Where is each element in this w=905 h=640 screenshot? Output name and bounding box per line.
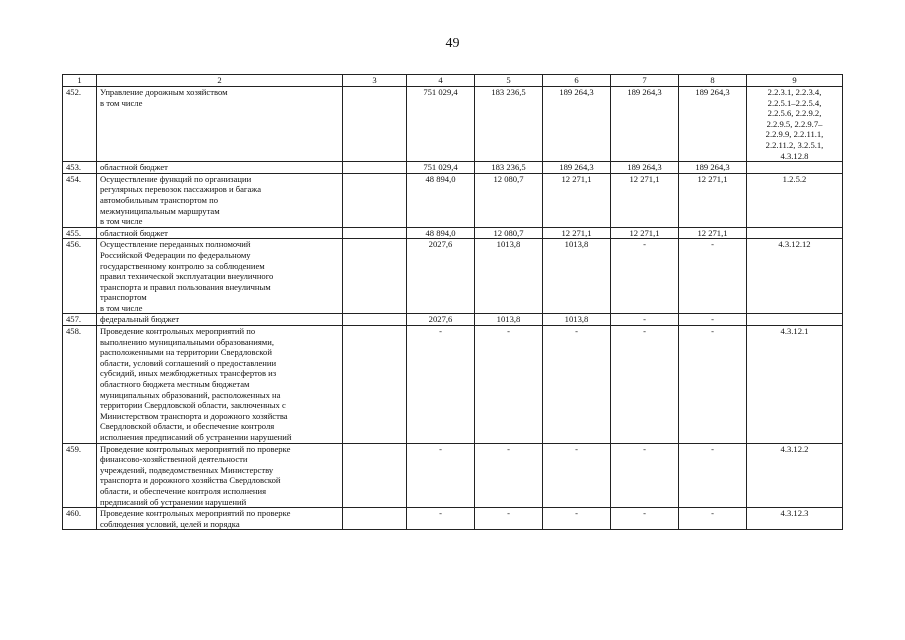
table-row (63, 326, 843, 444)
row-value-col6: 1013,8 (543, 239, 611, 314)
row-number: 453. (63, 162, 97, 174)
row-value-col4: 48 894,0 (407, 173, 475, 227)
row-reference: 4.3.12.2 (747, 443, 843, 508)
row-value-col4: 751 029,4 (407, 87, 475, 162)
column-header: 9 (747, 75, 843, 87)
row-value-col4: 48 894,0 (407, 227, 475, 239)
row-number: 455. (63, 227, 97, 239)
table-row (63, 314, 843, 326)
row-name: Осуществление функций по организации регулярных перевозок пассажиров и багажа автомобильным транспортом по межмуниципальным маршрутам в том числе (97, 173, 343, 227)
row-name: областной бюджет (97, 162, 343, 174)
row-name: Проведение контрольных мероприятий по проверке соблюдения условий, целей и порядка (97, 508, 343, 530)
column-header: 2 (97, 75, 343, 87)
column-header: 6 (543, 75, 611, 87)
row-number: 454. (63, 173, 97, 227)
row-name: Проведение контрольных мероприятий по выполнению муниципальными образованиями, расположенными на территории Свердловской области, условий соглашений о предоставлении субсидий, иных межбюджетных трансфертов из областного бюджета местным бюджетам муниципальных образований, расположенных на территории Свердловской области, заключенных с Министерством транспорта и дорожного хозяйства Свердловской области, и обеспечение контроля исполнения предписаний об устранении нарушений (97, 326, 343, 444)
column-header: 5 (475, 75, 543, 87)
table-row (63, 173, 843, 227)
table-row (63, 508, 843, 530)
row-name: Проведение контрольных мероприятий по проверке финансово-хозяйственной деятельности учреждений, подведомственных Министерству транспорта и дорожного хозяйства Свердловской области, и обеспечение контроля исполнения предписаний об устранении нарушений (97, 443, 343, 508)
row-value-col6: 189 264,3 (543, 87, 611, 162)
row-col3 (343, 162, 407, 174)
row-col3 (343, 443, 407, 508)
row-value-col5: 12 080,7 (475, 173, 543, 227)
table-row (63, 239, 843, 314)
row-value-col7: - (611, 508, 679, 530)
row-number: 457. (63, 314, 97, 326)
row-reference: 4.3.12.12 (747, 239, 843, 314)
row-value-col4: - (407, 508, 475, 530)
row-value-col8: 12 271,1 (679, 173, 747, 227)
row-col3 (343, 227, 407, 239)
row-value-col6: 1013,8 (543, 314, 611, 326)
row-number: 456. (63, 239, 97, 314)
row-value-col5: 1013,8 (475, 314, 543, 326)
row-value-col5: 183 236,5 (475, 162, 543, 174)
column-header: 1 (63, 75, 97, 87)
row-value-col6: 12 271,1 (543, 227, 611, 239)
row-value-col4: 2027,6 (407, 314, 475, 326)
row-value-col4: - (407, 443, 475, 508)
column-header: 3 (343, 75, 407, 87)
row-name: областной бюджет (97, 227, 343, 239)
row-value-col5: - (475, 443, 543, 508)
row-value-col8: 189 264,3 (679, 162, 747, 174)
row-value-col8: - (679, 239, 747, 314)
row-value-col8: - (679, 326, 747, 444)
table-row (63, 162, 843, 174)
row-value-col7: 189 264,3 (611, 87, 679, 162)
row-value-col8: 189 264,3 (679, 87, 747, 162)
table-row (63, 87, 843, 162)
row-value-col4: 751 029,4 (407, 162, 475, 174)
row-name: Осуществление переданных полномочий Российской Федерации по федеральному государственному контролю за соблюдением правил технической эксплуатации внеуличного транспорта и правил пользования внеуличным транспортом в том числе (97, 239, 343, 314)
row-col3 (343, 173, 407, 227)
column-header: 7 (611, 75, 679, 87)
row-value-col8: - (679, 314, 747, 326)
row-value-col6: 12 271,1 (543, 173, 611, 227)
row-value-col5: - (475, 326, 543, 444)
row-value-col7: 12 271,1 (611, 227, 679, 239)
row-col3 (343, 87, 407, 162)
row-reference: 1.2.5.2 (747, 173, 843, 227)
row-value-col8: - (679, 443, 747, 508)
row-name: федеральный бюджет (97, 314, 343, 326)
row-value-col6: 189 264,3 (543, 162, 611, 174)
table-header-row (63, 75, 843, 87)
row-value-col5: - (475, 508, 543, 530)
row-number: 452. (63, 87, 97, 162)
row-reference: 4.3.12.1 (747, 326, 843, 444)
row-value-col5: 1013,8 (475, 239, 543, 314)
row-value-col7: - (611, 239, 679, 314)
row-value-col5: 12 080,7 (475, 227, 543, 239)
row-value-col7: - (611, 326, 679, 444)
row-reference (747, 314, 843, 326)
row-reference: 2.2.3.1, 2.2.3.4, 2.2.5.1–2.2.5.4, 2.2.5.6, 2.2.9.2, 2.2.9.5, 2.2.9.7– 2.2.9.9, 2.2.11.1, 2.2.11.2, 3.2.5.1, 4.3.12.8 (747, 87, 843, 162)
row-number: 459. (63, 443, 97, 508)
row-number: 460. (63, 508, 97, 530)
row-name: Управление дорожным хозяйством в том числе (97, 87, 343, 162)
row-value-col4: - (407, 326, 475, 444)
row-value-col8: - (679, 508, 747, 530)
table-row (63, 443, 843, 508)
table-row (63, 227, 843, 239)
page-number: 49 (445, 36, 460, 51)
row-reference (747, 227, 843, 239)
row-col3 (343, 239, 407, 314)
row-value-col6: - (543, 326, 611, 444)
row-value-col7: 12 271,1 (611, 173, 679, 227)
row-col3 (343, 508, 407, 530)
column-header: 8 (679, 75, 747, 87)
row-value-col7: - (611, 314, 679, 326)
row-value-col4: 2027,6 (407, 239, 475, 314)
column-header: 4 (407, 75, 475, 87)
row-value-col7: 189 264,3 (611, 162, 679, 174)
row-value-col5: 183 236,5 (475, 87, 543, 162)
row-col3 (343, 326, 407, 444)
row-value-col6: - (543, 443, 611, 508)
row-reference (747, 162, 843, 174)
row-number: 458. (63, 326, 97, 444)
row-value-col8: 12 271,1 (679, 227, 747, 239)
row-value-col6: - (543, 508, 611, 530)
row-col3 (343, 314, 407, 326)
row-reference: 4.3.12.3 (747, 508, 843, 530)
row-value-col7: - (611, 443, 679, 508)
budget-table (62, 74, 843, 530)
